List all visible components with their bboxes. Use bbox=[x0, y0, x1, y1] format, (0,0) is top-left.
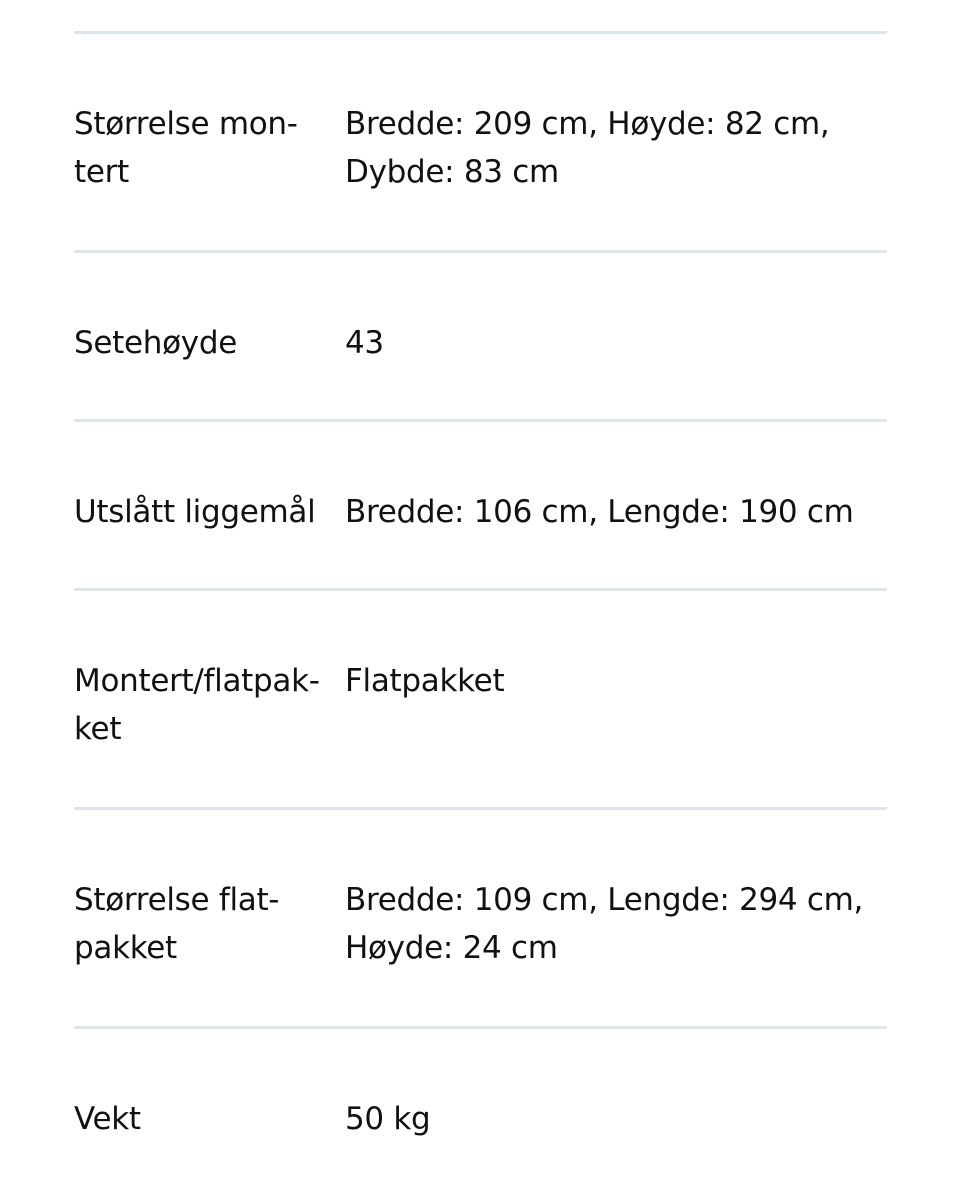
spec-label: Setehøyde bbox=[74, 325, 237, 361]
spec-value: Bredde: 106 cm, Lengde: 190 cm bbox=[345, 494, 854, 530]
product-specifications-table bbox=[74, 31, 887, 1180]
spec-value: Bredde: 109 cm, Lengde: 294 cm, Høyde: 24 cm bbox=[345, 882, 864, 966]
spec-row-assembled-size bbox=[74, 31, 887, 250]
spec-row-bed-size bbox=[74, 419, 887, 588]
spec-value: 50 kg bbox=[345, 1101, 431, 1137]
spec-row-weight bbox=[74, 1026, 887, 1180]
spec-value: 43 bbox=[345, 325, 384, 361]
spec-label: Vekt bbox=[74, 1101, 141, 1137]
spec-label: Montert/flatpak- ket bbox=[74, 663, 320, 747]
spec-label: Størrelse flat- pakket bbox=[74, 882, 280, 966]
spec-row-package-size bbox=[74, 807, 887, 1026]
spec-value: Bredde: 209 cm, Høyde: 82 cm, Dybde: 83 cm bbox=[345, 106, 830, 190]
spec-row-seat-height bbox=[74, 250, 887, 419]
spec-row-assembly-state bbox=[74, 588, 887, 807]
spec-label: Utslått liggemål bbox=[74, 494, 316, 530]
spec-value: Flatpakket bbox=[345, 663, 505, 699]
spec-label: Størrelse mon- tert bbox=[74, 106, 298, 190]
